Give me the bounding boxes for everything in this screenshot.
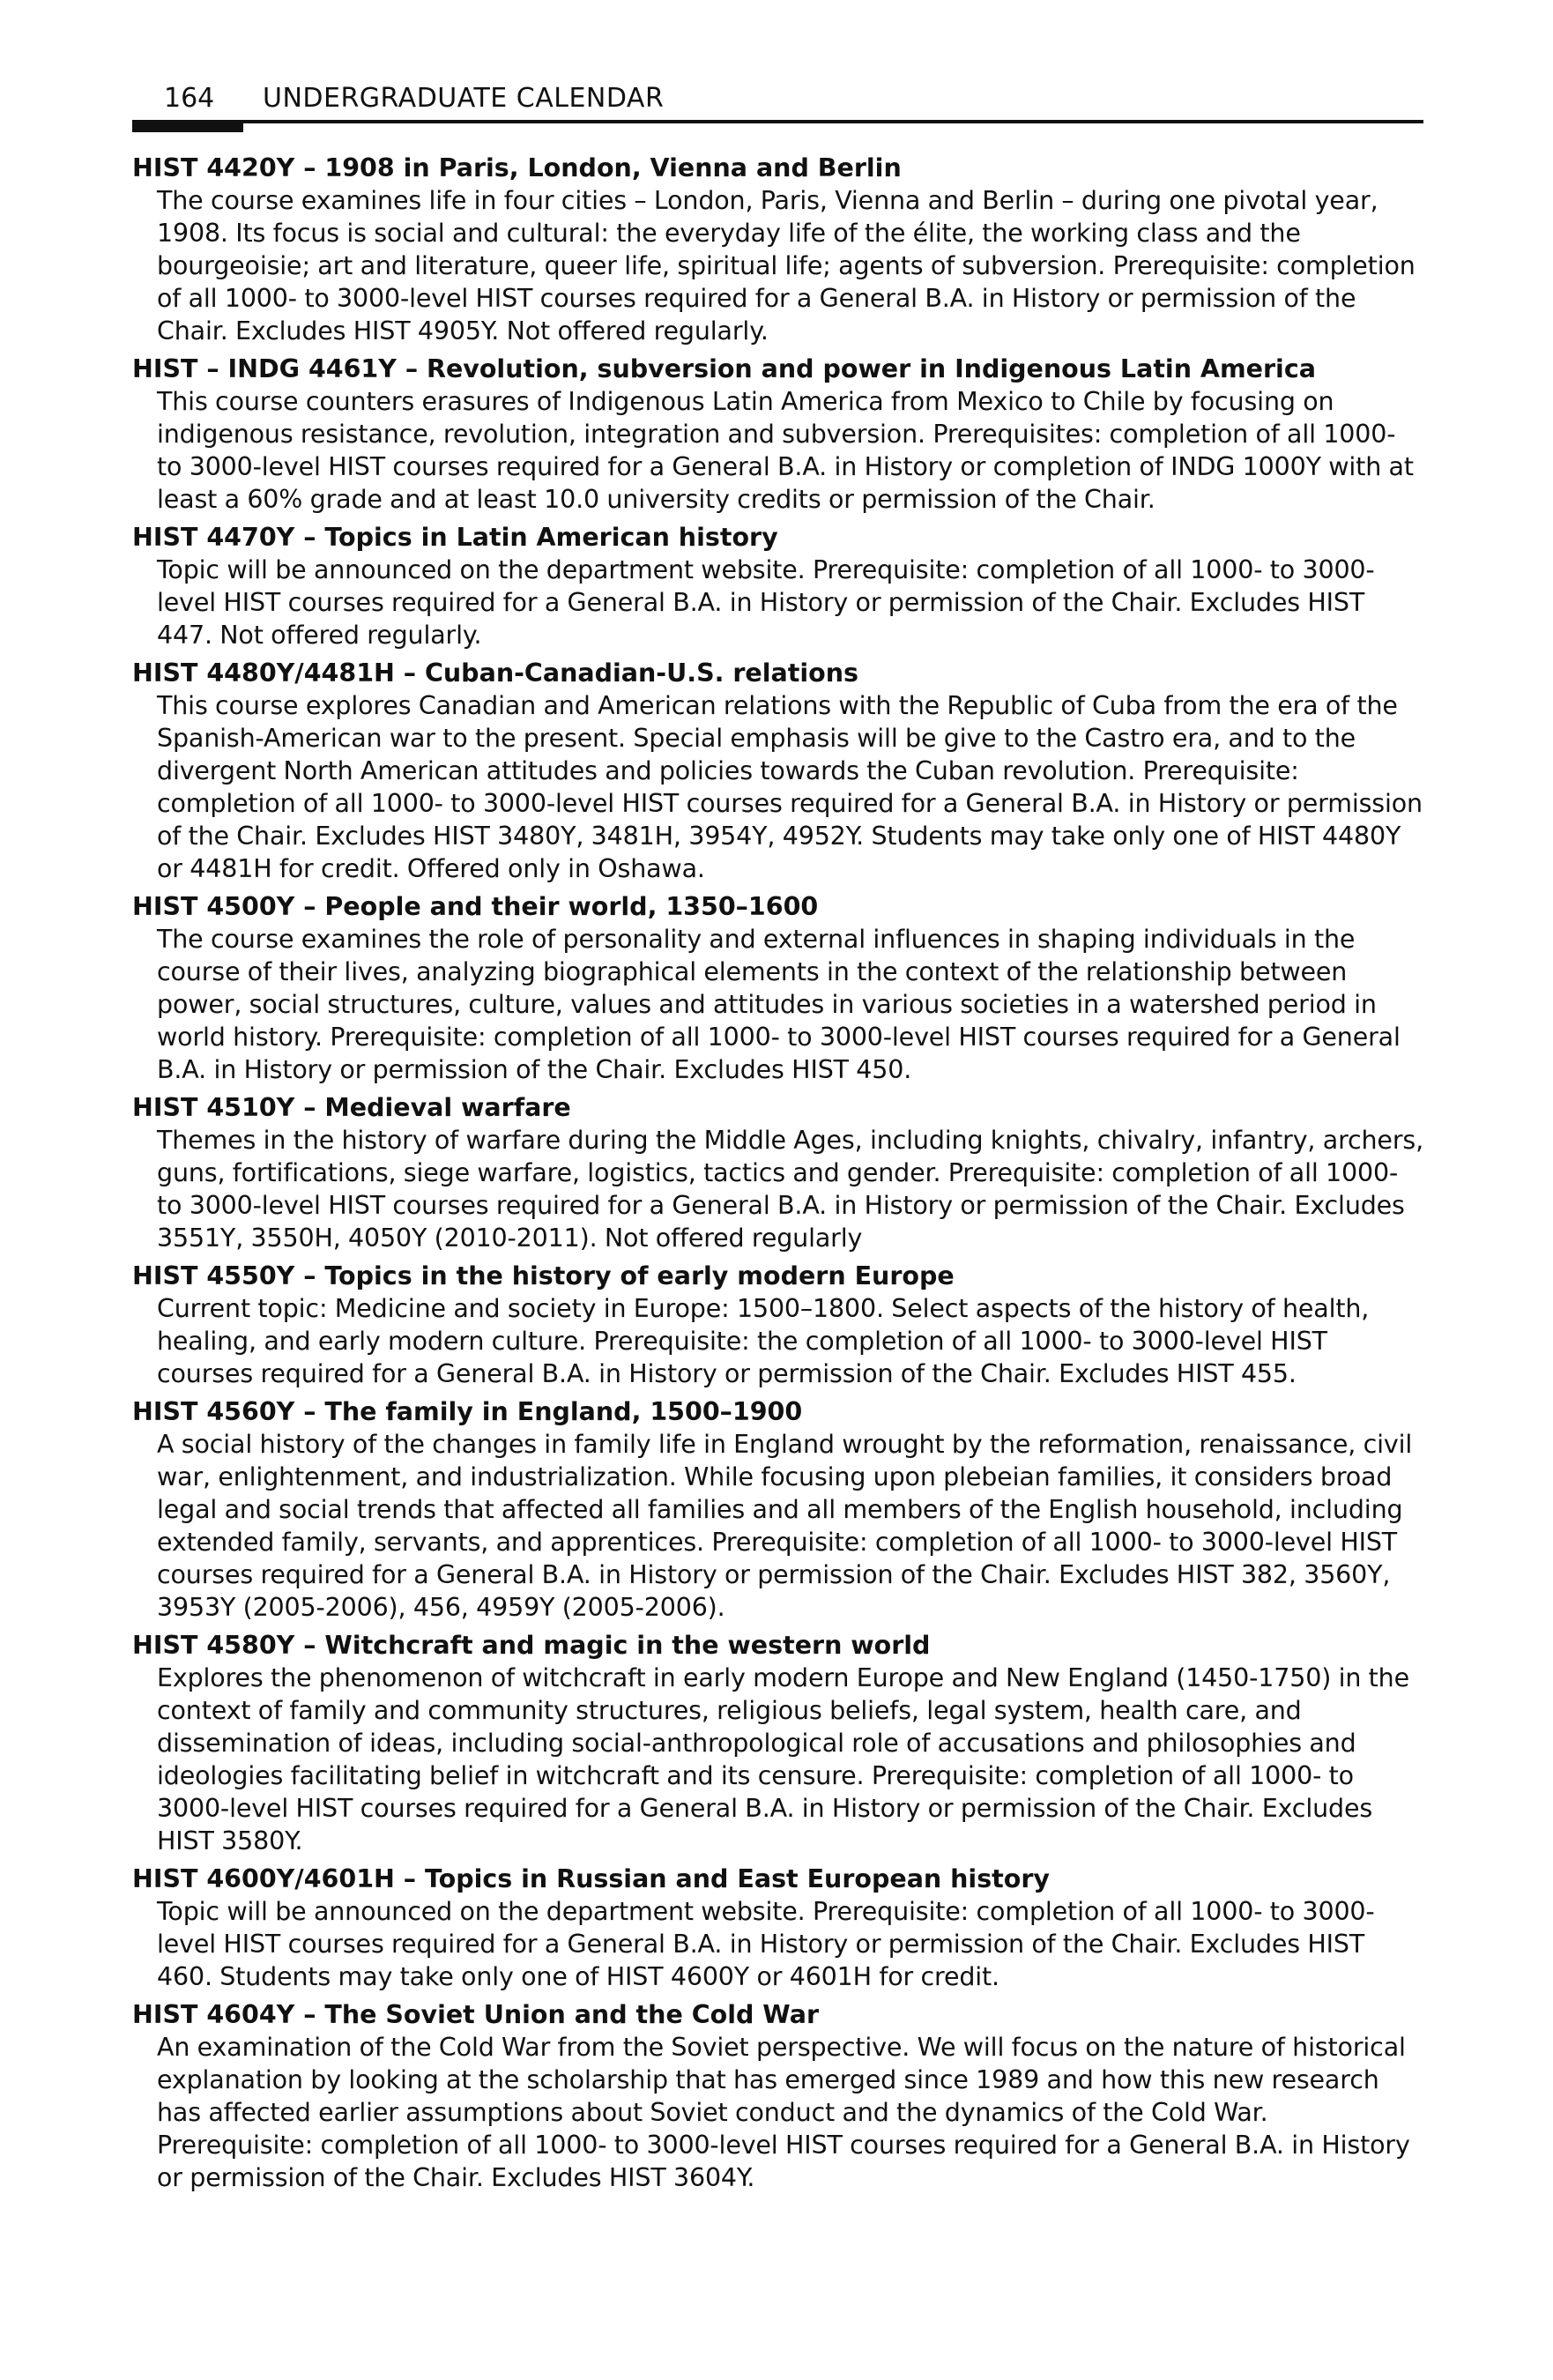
course-entry bbox=[132, 1395, 1423, 1624]
course-entry bbox=[132, 152, 1423, 347]
course-entry bbox=[132, 1260, 1423, 1390]
course-description: Topic will be announced on the department website. Prerequisite: completion of all 1000- to 3000-level HIST courses required for a General B.A. in History or permission of the Chair. Excludes HIST 460. Students may take only one of HIST 4600Y or 4601H for credit. bbox=[157, 1897, 1375, 1991]
course-entry bbox=[132, 353, 1423, 516]
course-title: HIST 4470Y – Topics in Latin American history bbox=[132, 523, 778, 552]
course-entry bbox=[132, 1091, 1423, 1254]
course-entry bbox=[132, 521, 1423, 651]
course-title: HIST 4604Y – The Soviet Union and the Cold War bbox=[132, 2000, 820, 2029]
header-rule bbox=[132, 120, 1423, 123]
course-title: HIST 4500Y – People and their world, 1350–1600 bbox=[132, 892, 819, 921]
course-description: Explores the phenomenon of witchcraft in early modern Europe and New England (1450-1750) in the context of family and community structures, religious beliefs, legal system, health care, and dissemination of ideas, including social-anthropological role of accusations and philosophies and ideologies facilitating belief in witchcraft and its censure. Prerequisite: completion of all 1000- to 3000-level HIST courses required for a General B.A. in History or permission of the Chair. Excludes HIST 3580Y. bbox=[157, 1663, 1409, 1856]
calendar-page bbox=[132, 78, 1423, 2199]
course-description: Current topic: Medicine and society in Europe: 1500–1800. Select aspects of the history of health, healing, and early modern culture. Prerequisite: the completion of all 1000- to 3000-level HIST courses required for a General B.A. in History or permission of the Chair. Excludes HIST 455. bbox=[157, 1294, 1370, 1388]
course-entry bbox=[132, 1998, 1423, 2194]
course-entry bbox=[132, 890, 1423, 1086]
course-title: HIST 4510Y – Medieval warfare bbox=[132, 1093, 571, 1122]
course-description: The course examines life in four cities – London, Paris, Vienna and Berlin – during one pivotal year, 1908. Its focus is social and cultural: the everyday life of the élite, the working class and the bourgeoisie; art and literature, queer life, spiritual life; agents of subversion. Prerequisite: completion of all 1000- to 3000-level HIST courses required for a General B.A. in History or permission of the Chair. Excludes HIST 4905Y. Not offered regularly. bbox=[157, 186, 1416, 346]
course-title: HIST 4560Y – The family in England, 1500–1900 bbox=[132, 1397, 803, 1426]
page-number: 164 bbox=[164, 83, 215, 114]
course-entry bbox=[132, 1629, 1423, 1857]
course-list bbox=[132, 152, 1423, 2194]
course-entry bbox=[132, 1863, 1423, 1993]
course-title: HIST 4480Y/4481H – Cuban-Canadian-U.S. relations bbox=[132, 658, 858, 688]
course-title: HIST – INDG 4461Y – Revolution, subversion and power in Indigenous Latin America bbox=[132, 354, 1316, 383]
course-description: A social history of the changes in family life in England wrought by the reformation, renaissance, civil war, enlightenment, and industrialization. While focusing upon plebeian families, it considers broad legal and social trends that affected all families and all members of the English household, including extended family, servants, and apprentices. Prerequisite: completion of all 1000- to 3000-level HIST courses required for a General B.A. in History or permission of the Chair. Excludes HIST 382, 3560Y, 3953Y (2005-2006), 456, 4959Y (2005-2006). bbox=[157, 1430, 1413, 1622]
course-entry bbox=[132, 657, 1423, 885]
course-description: Topic will be announced on the department website. Prerequisite: completion of all 1000- to 3000-level HIST courses required for a General B.A. in History or permission of the Chair. Excludes HIST 447. Not offered regularly. bbox=[157, 555, 1375, 650]
header-title: UNDERGRADUATE CALENDAR bbox=[263, 83, 665, 114]
course-description: The course examines the role of personality and external influences in shaping individuals in the course of their lives, analyzing biographical elements in the context of the relationship between power, social structures, culture, values and attitudes in various societies in a watershed period in world history. Prerequisite: completion of all 1000- to 3000-level HIST courses required for a General B.A. in History or permission of the Chair. Excludes HIST 450. bbox=[157, 925, 1401, 1084]
course-title: HIST 4420Y – 1908 in Paris, London, Vienna and Berlin bbox=[132, 153, 902, 182]
course-description: This course explores Canadian and American relations with the Republic of Cuba from the era of the Spanish-American war to the present. Special emphasis will be give to the Castro era, and to the divergent North American attitudes and policies towards the Cuban revolution. Prerequisite: completion of all 1000- to 3000-level HIST courses required for a General B.A. in History or permission of the Chair. Excludes HIST 3480Y, 3481H, 3954Y, 4952Y. Students may take only one of HIST 4480Y or 4481H for credit. Offered only in Oshawa. bbox=[157, 691, 1423, 883]
course-description: This course counters erasures of Indigenous Latin America from Mexico to Chile by focusing on indigenous resistance, revolution, integration and subversion. Prerequisites: completion of all 1000- to 3000-level HIST courses required for a General B.A. in History or completion of INDG 1000Y with at least a 60% grade and at least 10.0 university credits or permission of the Chair. bbox=[157, 387, 1414, 514]
course-title: HIST 4600Y/4601H – Topics in Russian and East European history bbox=[132, 1864, 1051, 1893]
page-header bbox=[132, 78, 1423, 127]
course-title: HIST 4580Y – Witchcraft and magic in the western world bbox=[132, 1631, 931, 1660]
course-title: HIST 4550Y – Topics in the history of early modern Europe bbox=[132, 1261, 955, 1290]
header-tab-bar bbox=[132, 120, 243, 132]
course-description: Themes in the history of warfare during the Middle Ages, including knights, chivalry, infantry, archers, guns, fortifications, siege warfare, logistics, tactics and gender. Prerequisite: completion of all 1000- to 3000-level HIST courses required for a General B.A. in History or permission of the Chair. Excludes 3551Y, 3550H, 4050Y (2010-2011). Not offered regularly bbox=[157, 1126, 1423, 1253]
course-description: An examination of the Cold War from the Soviet perspective. We will focus on the nature of historical explanation by looking at the scholarship that has emerged since 1989 and how this new research has affected earlier assumptions about Soviet conduct and the dynamics of the Cold War. Prerequisite: completion of all 1000- to 3000-level HIST courses required for a General B.A. in History or permission of the Chair. Excludes HIST 3604Y. bbox=[157, 2033, 1410, 2192]
